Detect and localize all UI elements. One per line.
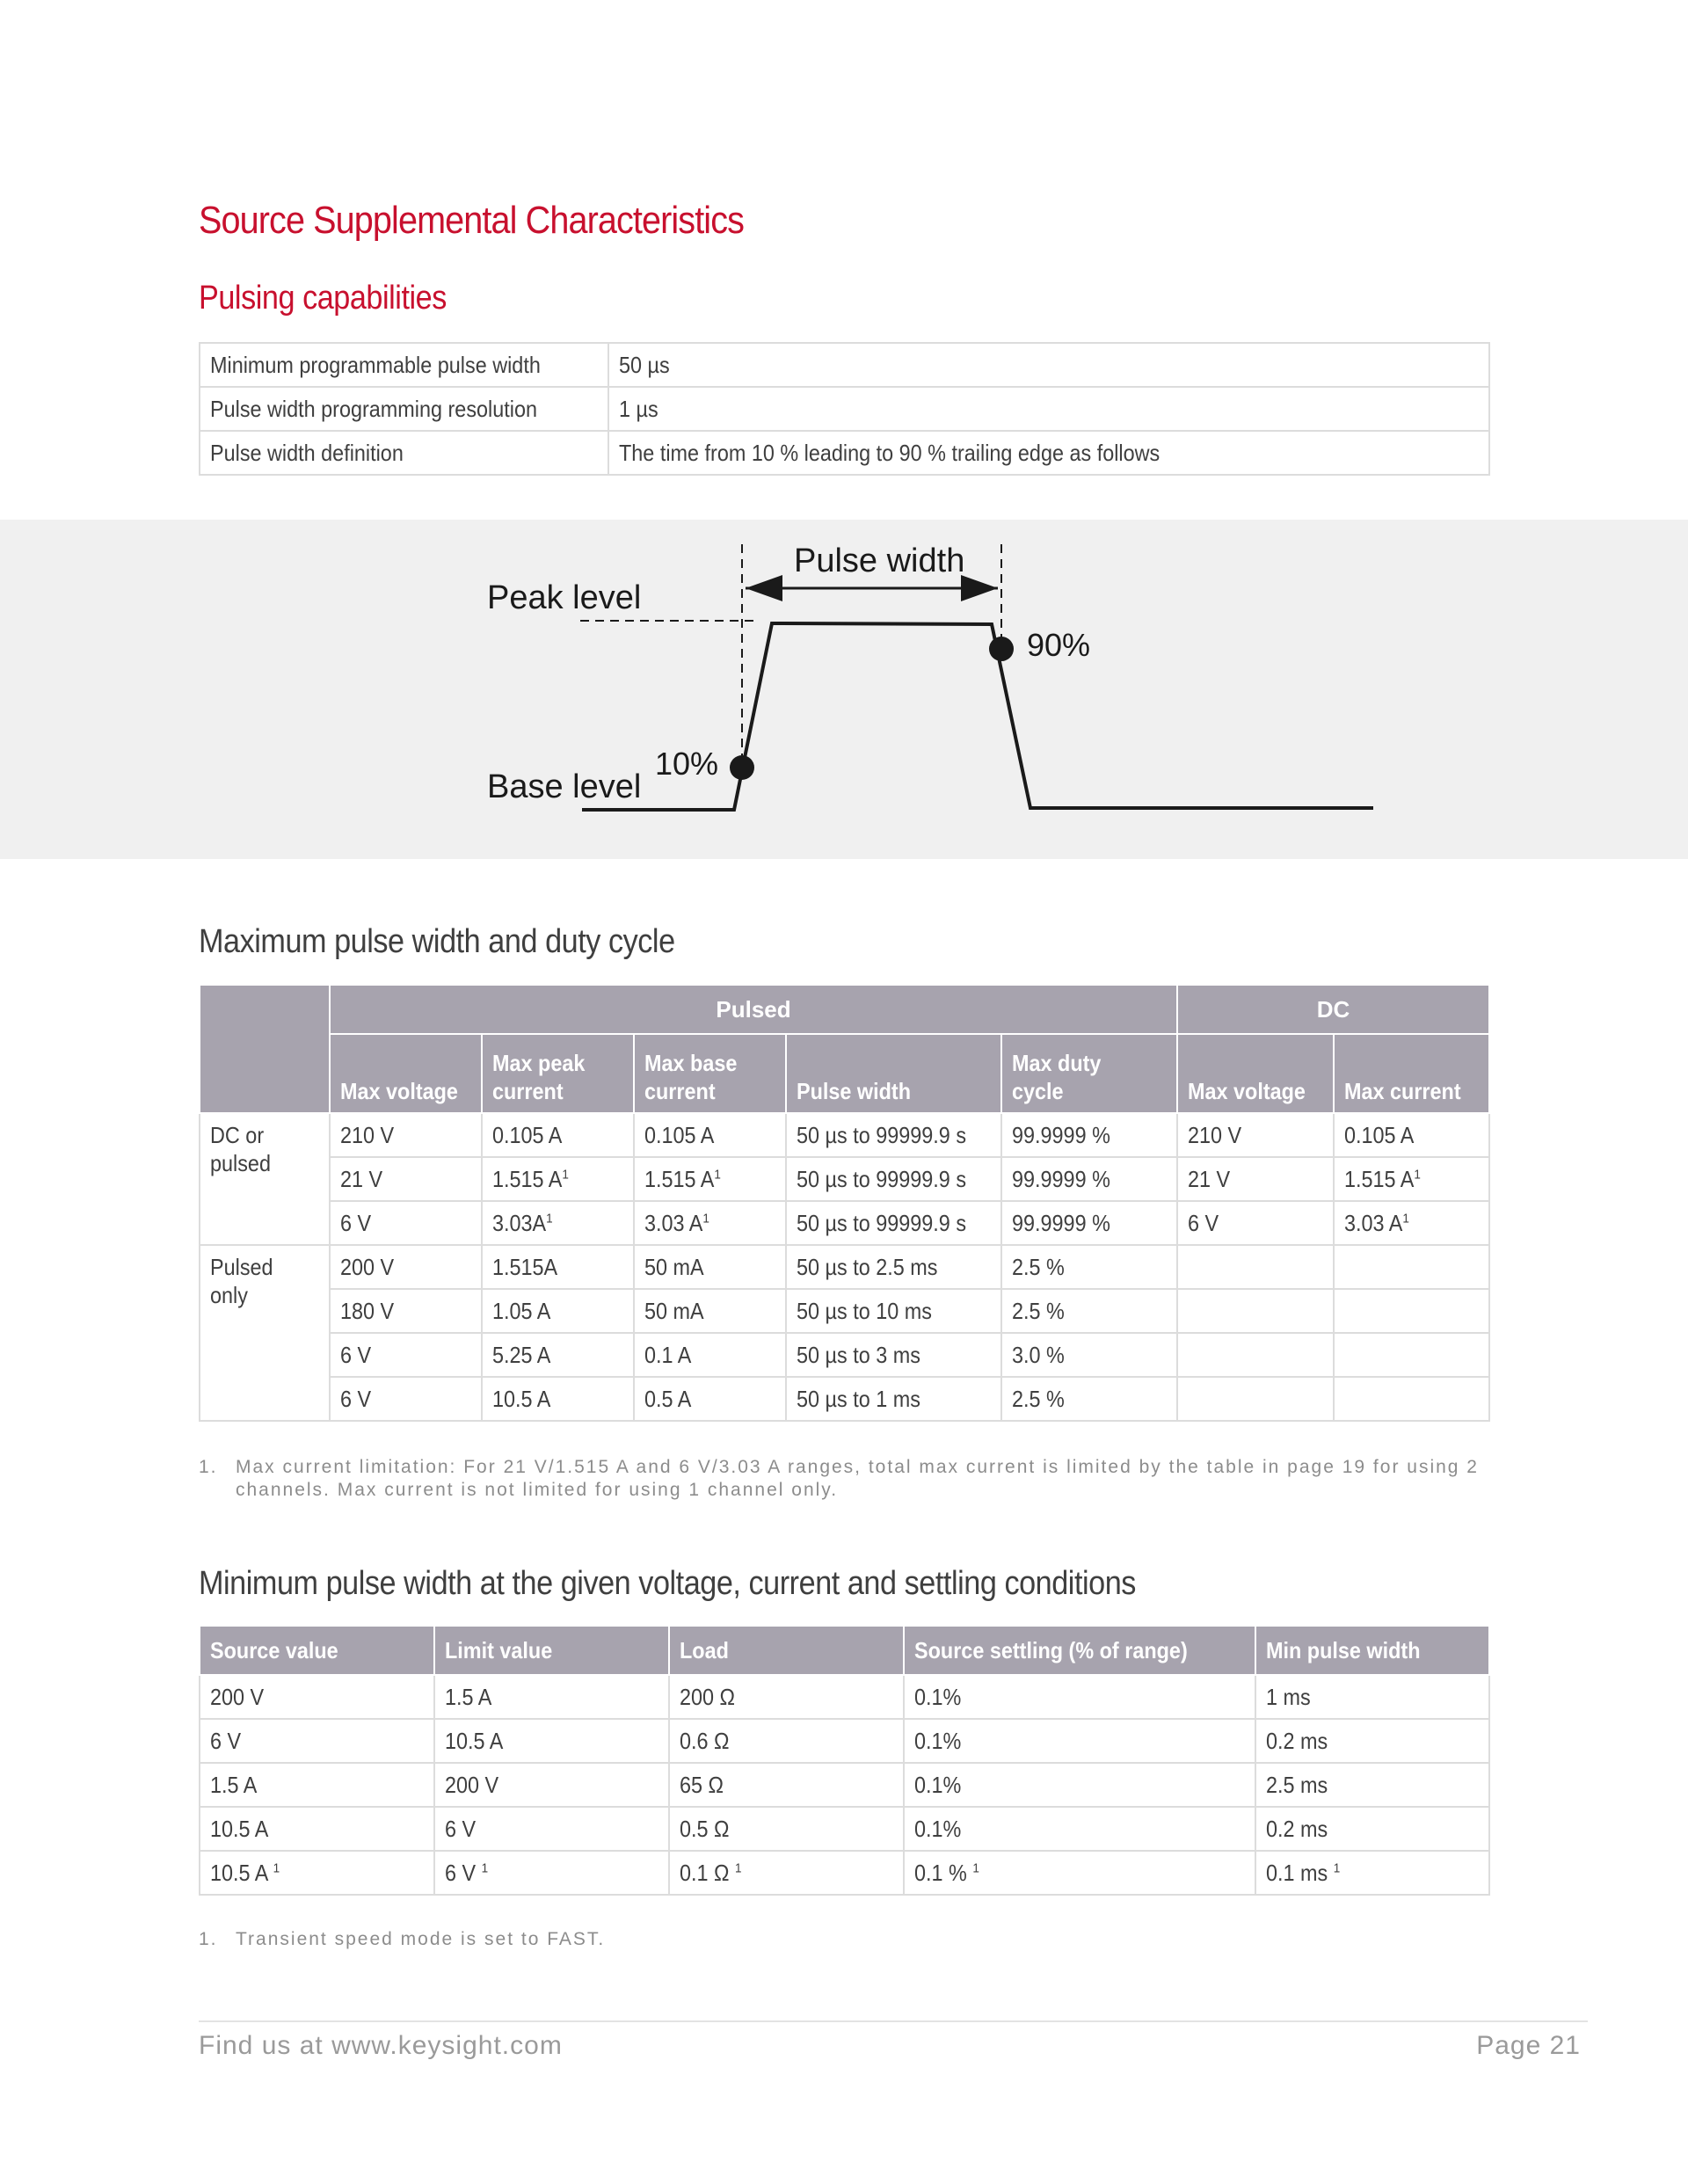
table-cell <box>1177 1377 1334 1421</box>
table-cell-text: 50 mA <box>644 1297 704 1324</box>
table-row <box>200 1763 1489 1807</box>
table-cell-text: 99.9999 % <box>1012 1209 1110 1236</box>
footnote-marker: 1 <box>546 1210 553 1226</box>
table-cell <box>482 1201 634 1245</box>
table-cell-text: 3.0 % <box>1012 1341 1065 1368</box>
max-pulse-footnote <box>199 1456 1489 1502</box>
table-cell-text: 50 µs to 99999.9 s <box>797 1165 967 1192</box>
table-row <box>200 1201 1489 1245</box>
table-cell <box>330 1289 482 1333</box>
spec-label-cell-text: Minimum programmable pulse width <box>210 351 541 378</box>
table-cell <box>904 1675 1255 1719</box>
spec-label-cell-text: Pulse width programming resolution <box>210 395 537 422</box>
base-level-label: Base level <box>487 768 642 805</box>
table-cell-text: 6 V <box>210 1727 242 1754</box>
table-cell <box>1255 1851 1489 1895</box>
table-cell-text: 10.5 A <box>492 1385 551 1412</box>
table-cell <box>786 1201 1001 1245</box>
table-cell <box>786 1113 1001 1157</box>
column-header-text: Limit value <box>445 1636 553 1663</box>
footnote-number: 1. <box>199 1457 218 1477</box>
spec-value-cell-text: 1 µs <box>619 395 658 422</box>
table-cell <box>634 1245 786 1289</box>
table-row <box>200 1333 1489 1377</box>
row-group-label-text: Pulsed only <box>210 1254 273 1308</box>
table-row <box>200 1377 1489 1421</box>
section-heading-pulsing: Pulsing capabilities <box>199 280 447 317</box>
table-cell <box>482 1157 634 1201</box>
table-cell-text: 0.1 % <box>914 1859 973 1886</box>
table-cell <box>786 1333 1001 1377</box>
table-cell <box>1255 1763 1489 1807</box>
table-cell-text: 0.5 Ω <box>680 1815 730 1842</box>
table-cell-text: 0.2 ms <box>1266 1815 1328 1842</box>
table-cell <box>634 1201 786 1245</box>
table-cell-text: 0.1% <box>914 1727 962 1754</box>
table-cell <box>330 1333 482 1377</box>
footnote-marker: 1 <box>273 1860 280 1875</box>
column-header: Max peak current <box>482 1034 634 1113</box>
ten-percent-label: 10% <box>655 746 719 782</box>
table-cell <box>482 1289 634 1333</box>
table-cell <box>1001 1377 1177 1421</box>
column-header: Max current <box>1334 1034 1489 1113</box>
table-cell-text: 210 V <box>1188 1121 1242 1148</box>
table-cell-text: 200 V <box>445 1771 499 1798</box>
column-header <box>669 1626 904 1675</box>
table-cell-text: 21 V <box>1188 1165 1231 1192</box>
table-cell-text: 0.105 A <box>492 1121 563 1148</box>
table-cell <box>482 1377 634 1421</box>
spec-value-cell <box>608 343 1489 387</box>
table-cell <box>434 1675 669 1719</box>
table-cell-text: 200 Ω <box>680 1683 736 1710</box>
spec-value-cell <box>608 431 1489 475</box>
table-cell <box>904 1807 1255 1851</box>
row-group-label <box>200 1113 330 1245</box>
table-cell-text: 65 Ω <box>680 1771 724 1798</box>
table-cell-text: 1 ms <box>1266 1683 1311 1710</box>
footnote-marker: 1 <box>735 1860 742 1875</box>
table-cell <box>786 1157 1001 1201</box>
ninety-percent-label: 90% <box>1027 627 1091 663</box>
table-cell-text: 2.5 % <box>1012 1297 1065 1324</box>
table-cell-text: 3.03 A <box>644 1209 703 1236</box>
column-header-text: Load <box>680 1636 729 1663</box>
table-row <box>200 1851 1489 1895</box>
footnote-marker: 1 <box>481 1860 489 1875</box>
table-cell-text: 200 V <box>340 1253 395 1280</box>
column-header: Pulse width <box>786 1034 1001 1113</box>
table-cell-text: 0.1% <box>914 1683 962 1710</box>
table-cell-text: 3.03 A <box>1344 1209 1403 1236</box>
column-header-text: Min pulse width <box>1266 1636 1421 1663</box>
table-cell-text: 3.03A <box>492 1209 547 1236</box>
table-cell-text: 99.9999 % <box>1012 1165 1110 1192</box>
page-title: Source Supplemental Characteristics <box>199 199 745 242</box>
column-header: Max base current <box>634 1034 786 1113</box>
table-cell <box>1177 1157 1334 1201</box>
table-cell <box>634 1157 786 1201</box>
spec-label-cell <box>200 431 608 475</box>
pulsing-capabilities-table <box>199 342 1490 476</box>
table-cell-text: 10.5 A <box>445 1727 504 1754</box>
table-cell <box>200 1719 434 1763</box>
table-cell-text: 0.105 A <box>644 1121 715 1148</box>
table-cell <box>1334 1245 1489 1289</box>
table-cell <box>200 1851 434 1895</box>
footnote-marker: 1 <box>972 1860 979 1875</box>
table-row <box>200 1807 1489 1851</box>
table-cell <box>1255 1719 1489 1763</box>
table-cell-text: 0.1 ms <box>1266 1859 1334 1886</box>
table-cell <box>1001 1113 1177 1157</box>
table-cell-text: 0.5 A <box>644 1385 692 1412</box>
footnote-marker: 1 <box>1402 1210 1409 1226</box>
spec-value-cell-text: The time from 10 % leading to 90 % trailing edge as follows <box>619 439 1160 466</box>
section-heading-max-pulse: Maximum pulse width and duty cycle <box>199 923 675 960</box>
pulse-waveform-line <box>582 623 1373 810</box>
corner-header-cell <box>200 985 330 1113</box>
table-cell <box>200 1807 434 1851</box>
column-header <box>434 1626 669 1675</box>
table-cell-text: 10.5 A <box>210 1815 269 1842</box>
footnote-marker: 1 <box>1333 1860 1341 1875</box>
table-cell-text: 0.105 A <box>1344 1121 1415 1148</box>
table-cell-text: 180 V <box>340 1297 395 1324</box>
column-header <box>200 1626 434 1675</box>
table-cell <box>434 1719 669 1763</box>
table-cell-text: 0.1% <box>914 1815 962 1842</box>
table-cell-text: 6 V <box>340 1385 372 1412</box>
table-cell-text: 1.515 A <box>492 1165 563 1192</box>
table-cell <box>1001 1157 1177 1201</box>
table-cell <box>1177 1245 1334 1289</box>
table-cell-text: 0.1% <box>914 1771 962 1798</box>
table-cell-text: 1.05 A <box>492 1297 551 1324</box>
table-cell-text: 99.9999 % <box>1012 1121 1110 1148</box>
table-row <box>200 1289 1489 1333</box>
table-cell-text: 21 V <box>340 1165 383 1192</box>
table-cell <box>330 1377 482 1421</box>
table-cell <box>1177 1333 1334 1377</box>
spec-label-cell <box>200 387 608 431</box>
table-cell-text: 6 V <box>340 1341 372 1368</box>
column-header: Max voltage <box>1177 1034 1334 1113</box>
table-cell <box>330 1157 482 1201</box>
column-header <box>904 1626 1255 1675</box>
table-cell <box>1334 1201 1489 1245</box>
table-cell-text: 50 µs to 99999.9 s <box>797 1121 967 1148</box>
row-group-label <box>200 1245 330 1421</box>
table-cell <box>482 1113 634 1157</box>
footer-page-number: Page 21 <box>1476 2031 1581 2060</box>
footnote-marker: 1 <box>562 1166 569 1182</box>
table-cell <box>434 1851 669 1895</box>
table-cell <box>1334 1113 1489 1157</box>
column-header <box>1255 1626 1489 1675</box>
table-cell <box>1177 1113 1334 1157</box>
table-cell <box>669 1807 904 1851</box>
table-cell-text: 0.2 ms <box>1266 1727 1328 1754</box>
pulse-waveform-figure <box>0 520 1688 859</box>
table-cell <box>330 1245 482 1289</box>
min-pulse-width-table <box>199 1625 1490 1896</box>
table-cell <box>1177 1201 1334 1245</box>
table-cell <box>434 1763 669 1807</box>
table-cell <box>1001 1289 1177 1333</box>
table-cell <box>904 1851 1255 1895</box>
pulsed-group-header: Pulsed <box>330 985 1177 1034</box>
table-cell <box>904 1719 1255 1763</box>
table-cell-text: 1.515 A <box>644 1165 715 1192</box>
table-cell <box>482 1333 634 1377</box>
table-cell-text: 200 V <box>210 1683 265 1710</box>
table-cell <box>434 1807 669 1851</box>
footnote-text: Max current limitation: For 21 V/1.515 A and 6 V/3.03 A ranges, total max current is limited by the table in page 19 for using 2 channels. Max current is not limited for using 1 channel only. <box>236 1457 1479 1500</box>
table-row <box>200 1245 1489 1289</box>
table-cell <box>1334 1377 1489 1421</box>
table-cell <box>786 1245 1001 1289</box>
ninety-percent-point <box>989 637 1014 661</box>
table-cell-text: 5.25 A <box>492 1341 551 1368</box>
table-cell-text: 50 µs to 3 ms <box>797 1341 920 1368</box>
spec-value-cell <box>608 387 1489 431</box>
table-cell-text: 0.1 Ω <box>680 1859 736 1886</box>
table-cell <box>904 1763 1255 1807</box>
table-cell-text: 210 V <box>340 1121 395 1148</box>
table-cell <box>1334 1333 1489 1377</box>
table-cell <box>1001 1201 1177 1245</box>
peak-level-label: Peak level <box>487 579 642 616</box>
table-cell-text: 1.515A <box>492 1253 558 1280</box>
table-row <box>200 343 1489 387</box>
table-cell-text: 1.5 A <box>445 1683 492 1710</box>
table-cell <box>1334 1289 1489 1333</box>
table-cell-text: 2.5 ms <box>1266 1771 1328 1798</box>
pulse-width-diagram <box>0 520 1688 859</box>
max-pulse-width-table <box>199 984 1490 1422</box>
table-cell <box>786 1377 1001 1421</box>
table-cell <box>669 1719 904 1763</box>
footer-divider <box>199 2020 1588 2022</box>
table-cell-text: 50 µs to 1 ms <box>797 1385 920 1412</box>
spec-label-cell <box>200 343 608 387</box>
footnote-marker: 1 <box>702 1210 709 1226</box>
table-row <box>200 387 1489 431</box>
table-cell-text: 50 µs to 10 ms <box>797 1297 932 1324</box>
table-cell-text: 50 µs to 2.5 ms <box>797 1253 938 1280</box>
spec-value-cell-text: 50 µs <box>619 351 670 378</box>
table-cell <box>634 1113 786 1157</box>
table-cell-text: 0.6 Ω <box>680 1727 730 1754</box>
table-cell <box>482 1245 634 1289</box>
table-cell <box>634 1333 786 1377</box>
pulse-width-label: Pulse width <box>794 542 965 579</box>
table-cell-text: 10.5 A <box>210 1859 273 1886</box>
table-row <box>200 1157 1489 1201</box>
table-cell-text: 50 mA <box>644 1253 704 1280</box>
table-cell <box>669 1763 904 1807</box>
table-row <box>200 1719 1489 1763</box>
table-cell <box>669 1675 904 1719</box>
table-cell-text: 0.1 A <box>644 1341 692 1368</box>
table-cell <box>200 1763 434 1807</box>
dc-group-header: DC <box>1177 985 1489 1034</box>
table-cell <box>669 1851 904 1895</box>
table-cell-text: 6 V <box>1188 1209 1219 1236</box>
table-cell-text: 6 V <box>340 1209 372 1236</box>
column-header-text: Source settling (% of range) <box>914 1636 1188 1663</box>
table-cell <box>330 1201 482 1245</box>
table-cell-text: 2.5 % <box>1012 1385 1065 1412</box>
table-cell-text: 1.5 A <box>210 1771 258 1798</box>
column-header: Max duty cycle <box>1001 1034 1177 1113</box>
table-cell <box>1255 1807 1489 1851</box>
table-cell-text: 50 µs to 99999.9 s <box>797 1209 967 1236</box>
table-cell <box>1255 1675 1489 1719</box>
table-cell <box>1001 1333 1177 1377</box>
table-row <box>200 1113 1489 1157</box>
footnote-number: 1. <box>199 1929 218 1949</box>
column-header-text: Source value <box>210 1636 338 1663</box>
table-cell <box>634 1289 786 1333</box>
table-cell-text: 2.5 % <box>1012 1253 1065 1280</box>
table-cell <box>200 1675 434 1719</box>
footnote-marker: 1 <box>1414 1166 1421 1182</box>
table-cell <box>1334 1157 1489 1201</box>
footer-website: Find us at www.keysight.com <box>199 2031 563 2060</box>
table-cell <box>330 1113 482 1157</box>
table-cell <box>1001 1245 1177 1289</box>
row-group-label-text: DC or pulsed <box>210 1122 271 1176</box>
footnote-marker: 1 <box>714 1166 721 1182</box>
table-cell <box>1177 1289 1334 1333</box>
footnote-text: Transient speed mode is set to FAST. <box>236 1929 606 1949</box>
column-header: Max voltage <box>330 1034 482 1113</box>
table-cell-text: 6 V <box>445 1859 482 1886</box>
table-row <box>200 1675 1489 1719</box>
spec-label-cell-text: Pulse width definition <box>210 439 404 466</box>
table-row <box>200 431 1489 475</box>
min-pulse-footnote <box>199 1928 1489 1951</box>
table-cell-text: 6 V <box>445 1815 477 1842</box>
table-cell <box>786 1289 1001 1333</box>
table-cell <box>634 1377 786 1421</box>
ten-percent-point <box>730 755 754 780</box>
section-heading-min-pulse: Minimum pulse width at the given voltage, current and settling conditions <box>199 1565 1136 1602</box>
table-cell-text: 1.515 A <box>1344 1165 1415 1192</box>
